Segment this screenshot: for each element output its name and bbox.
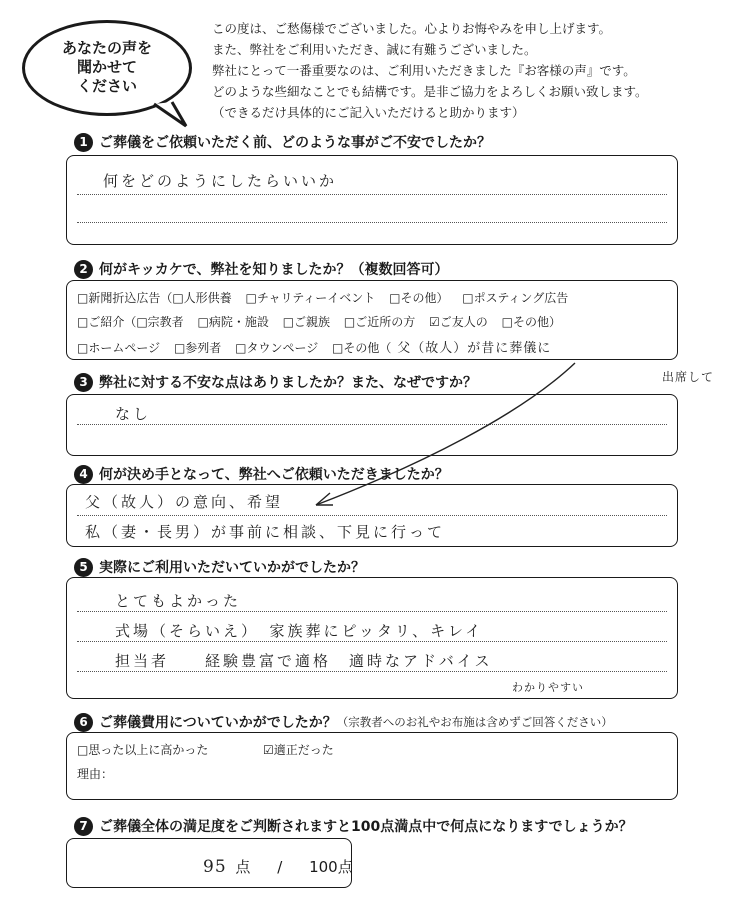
- checkbox-option[interactable]: □ホームページ: [77, 341, 161, 355]
- question-6: [74, 712, 613, 732]
- checkbox-option[interactable]: □その他）: [501, 315, 561, 329]
- answer-box-5[interactable]: [66, 577, 678, 699]
- question-text: ご葬儀全体の満足度をご判断されますと100点満点中で何点になりますでしょうか？: [99, 819, 633, 835]
- question-text: 何が決め手となって、弊社へご依頼いただきましたか？: [99, 467, 449, 483]
- reason-label: 理由：: [77, 767, 114, 781]
- handwritten-score: 95: [203, 857, 227, 877]
- options-row: [77, 289, 578, 306]
- checkbox-option[interactable]: □参列者: [173, 341, 222, 355]
- bubble-line: ください: [76, 77, 137, 95]
- question-number: 3: [74, 373, 93, 392]
- handwritten-answer: 何をどのようにしたらいいか: [103, 172, 338, 190]
- checkbox-option[interactable]: □ポスティング広告: [462, 291, 569, 305]
- checkbox-option[interactable]: □ご親族: [282, 315, 331, 329]
- question-text: 何がキッカケで、弊社を知りましたか？（複数回答可）: [99, 262, 449, 278]
- intro-line: （できるだけ具体的にご記入いただけると助かります）: [212, 105, 525, 120]
- score-line: [203, 856, 353, 877]
- question-number: 2: [74, 260, 93, 279]
- checkbox-option[interactable]: □思った以上に高かった: [77, 743, 209, 757]
- handwritten-margin-note: 出席して: [662, 370, 715, 384]
- options-row: [77, 337, 551, 356]
- intro-text: [212, 18, 732, 123]
- question-number: 6: [74, 713, 93, 732]
- handwritten-answer: 父（故人）が昔に葬儀に: [397, 341, 552, 356]
- handwritten-note: わかりやすい: [512, 681, 584, 694]
- intro-line: どのような些細なことでも結構です。是非ご協力をよろしくお願い致します。: [212, 84, 648, 99]
- handwritten-answer: 私（妻・長男）が事前に相談、下見に行って: [85, 523, 446, 541]
- question-number: 1: [74, 133, 93, 152]
- checkbox-option[interactable]: □ご近所の方: [343, 315, 416, 329]
- handwritten-arrow: [300, 355, 660, 515]
- intro-line: この度は、ご愁傷様でございました。心よりお悔やみを申し上げます。: [212, 21, 612, 36]
- answer-box-1[interactable]: [66, 155, 678, 245]
- bubble-line: あなたの声を: [61, 39, 152, 57]
- question-2: [74, 259, 448, 279]
- handwritten-answer: 式場（そらいえ） 家族葬にピッタリ、キレイ: [115, 622, 484, 640]
- bubble-tail: [150, 100, 190, 130]
- intro-line: 弊社にとって一番重要なのは、ご利用いただきました『お客様の声』です。: [212, 63, 636, 78]
- handwritten-answer: 担当者 経験豊富で適格 適時なアドバイス: [115, 652, 493, 670]
- answer-box-6[interactable]: [66, 732, 678, 800]
- options-row: [77, 313, 571, 330]
- score-unit: 点: [235, 858, 251, 876]
- handwritten-answer: なし: [115, 405, 152, 423]
- question-1: [74, 132, 491, 152]
- checkbox-option[interactable]: □ご紹介（□宗教者: [77, 315, 184, 329]
- score-max: 100点: [309, 858, 353, 876]
- question-number: 5: [74, 558, 93, 577]
- checkbox-option[interactable]: □病院・施設: [197, 315, 269, 329]
- checkbox-option-checked[interactable]: ☑適正だった: [263, 743, 334, 757]
- checkbox-option-checked[interactable]: ☑ご友人の: [429, 315, 488, 329]
- checkbox-option[interactable]: □チャリティーイベント: [245, 291, 376, 305]
- checkbox-option[interactable]: □その他）: [389, 291, 449, 305]
- score-box[interactable]: [66, 838, 352, 888]
- handwritten-answer: とてもよかった: [115, 592, 242, 610]
- question-number: 7: [74, 817, 93, 836]
- question-7: [74, 816, 633, 836]
- question-text: 弊社に対する不安な点はありましたか？また、なぜですか？: [99, 375, 477, 391]
- checkbox-option[interactable]: □新聞折込広告（□人形供養: [77, 291, 232, 305]
- question-text: ご葬儀費用についていかがでしたか？: [99, 715, 337, 731]
- answer-box-2[interactable]: [66, 280, 678, 360]
- question-number: 4: [74, 465, 93, 484]
- question-note: （宗教者へのお礼やお布施は含めずご回答ください）: [336, 715, 613, 729]
- question-text: ご葬儀をご依頼いただく前、どのような事がご不安でしたか？: [99, 135, 491, 151]
- question-5: [74, 557, 365, 577]
- intro-line: また、弊社をご利用いただき、誠に有難うございました。: [212, 42, 537, 57]
- handwritten-answer: 父（故人）の意向、希望: [85, 493, 284, 511]
- checkbox-option[interactable]: □その他（: [332, 341, 392, 355]
- score-slash: /: [277, 858, 283, 876]
- question-text: 実際にご利用いただいていかがでしたか？: [99, 560, 365, 576]
- bubble-line: 聞かせて: [76, 58, 137, 76]
- checkbox-option[interactable]: □タウンページ: [235, 341, 319, 355]
